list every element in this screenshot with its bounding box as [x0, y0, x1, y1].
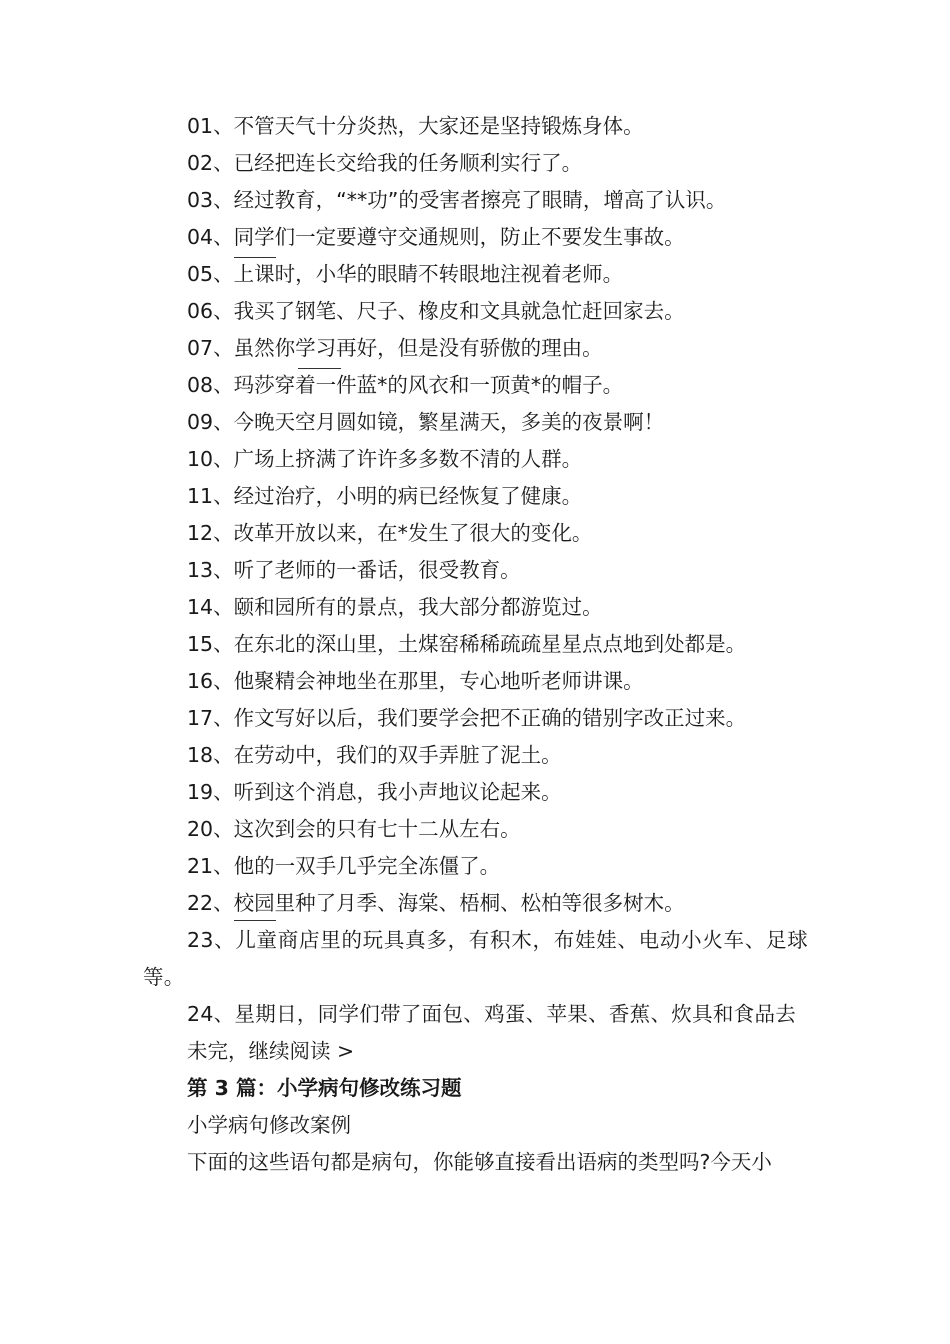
- sentence-item: 22、校园里种了月季、海棠、梧桐、松柏等很多树木。: [187, 891, 685, 915]
- sentence-item: 07、虽然你学习再好，但是没有骄傲的理由。: [187, 336, 603, 360]
- sentence-item: 03、经过教育，“**功”的受害者擦亮了眼睛，增高了认识。: [187, 188, 727, 212]
- sentence-item: 05、上课时，小华的眼睛不转眼地注视着老师。: [187, 262, 624, 286]
- underline-mark: [298, 368, 341, 369]
- sentence-item-24: 24、星期日，同学们带了面包、鸡蛋、苹果、香蕉、炊具和食品去: [187, 1002, 797, 1026]
- sentence-item: 19、听到这个消息，我小声地议论起来。: [187, 780, 562, 804]
- sentence-item: 16、他聚精会神地坐在那里，专心地听老师讲课。: [187, 669, 644, 693]
- sentence-item: 04、同学们一定要遵守交通规则，防止不要发生事故。: [187, 225, 685, 249]
- sentence-item: 20、这次到会的只有七十二从左右。: [187, 817, 521, 841]
- underline-mark: [234, 920, 276, 921]
- sentence-item: 14、颐和园所有的景点，我大部分都游览过。: [187, 595, 603, 619]
- sentence-list: [143, 108, 808, 922]
- sentence-item: 15、在东北的深山里，土煤窑稀稀疏疏星星点点地到处都是。: [187, 632, 747, 656]
- sentence-item: 18、在劳动中，我们的双手弄脏了泥土。: [187, 743, 562, 767]
- sentence-item: 13、听了老师的一番话，很受教育。: [187, 558, 521, 582]
- sentence-item: 06、我买了钢笔、尺子、橡皮和文具就急忙赶回家去。: [187, 299, 685, 323]
- sentence-item: 01、不管天气十分炎热，大家还是坚持锻炼身体。: [187, 114, 644, 138]
- underline-mark: [234, 257, 276, 258]
- section-subtitle: 小学病句修改案例: [187, 1113, 351, 1137]
- sentence-item: 21、他的一双手几乎完全冻僵了。: [187, 854, 501, 878]
- intro-paragraph: 下面的这些语句都是病句，你能够直接看出语病的类型吗?今天小: [187, 1150, 772, 1174]
- sentence-item: 08、玛莎穿着一件蓝*的风衣和一顶黄*的帽子。: [187, 373, 624, 397]
- sentence-item: 17、作文写好以后，我们要学会把不正确的错别字改正过来。: [187, 706, 747, 730]
- continue-reading-link[interactable]: 未完，继续阅读 >: [187, 1039, 355, 1063]
- sentence-item: 09、今晚天空月圆如镜，繁星满天，多美的夜景啊！: [187, 410, 665, 434]
- sentence-item-23: 23、儿童商店里的玩具真多，有积木，布娃娃、电动小火车、足球等。: [143, 928, 808, 989]
- sentence-item: 02、已经把连长交给我的任务顺利实行了。: [187, 151, 583, 175]
- section-title: 第 3 篇：小学病句修改练习题: [187, 1076, 462, 1100]
- sentence-item: 11、经过治疗，小明的病已经恢复了健康。: [187, 484, 583, 508]
- sentence-item: 10、广场上挤满了许许多多数不清的人群。: [187, 447, 583, 471]
- sentence-item: 12、改革开放以来，在*发生了很大的变化。: [187, 521, 593, 545]
- document-page: [143, 108, 808, 1181]
